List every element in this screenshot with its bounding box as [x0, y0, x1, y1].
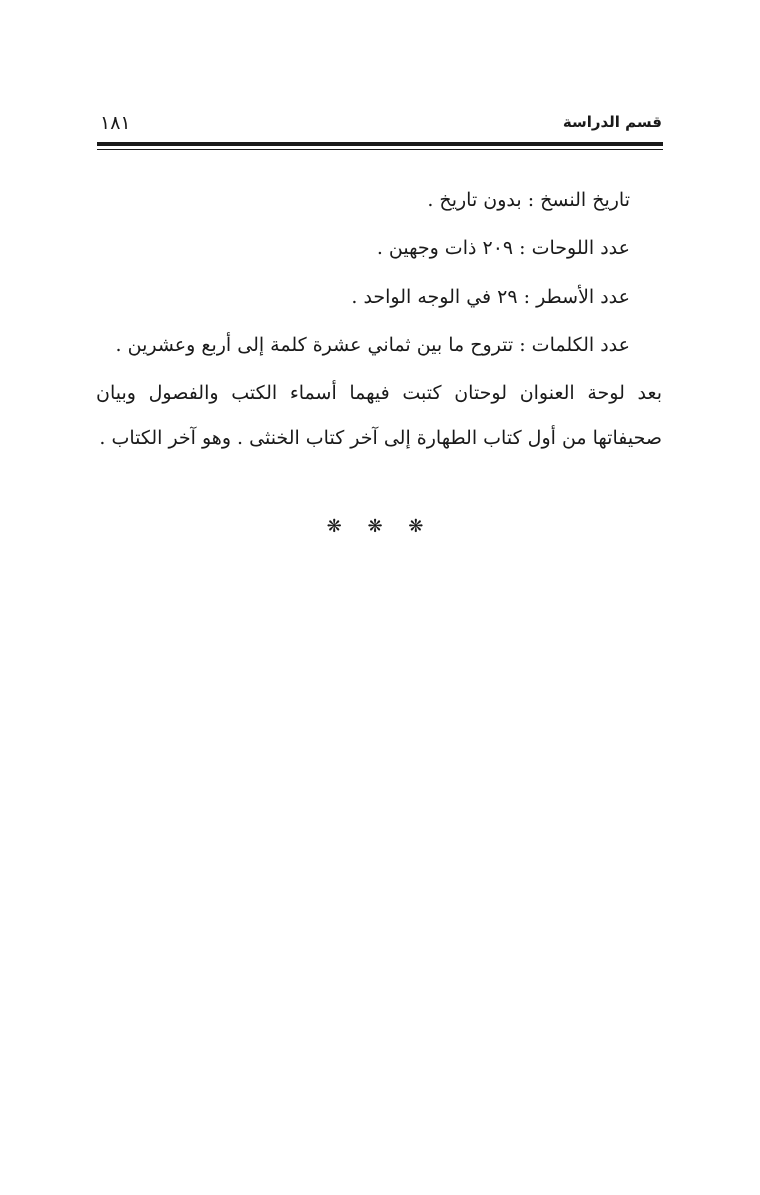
header-rule-thin: [97, 149, 663, 150]
header-rule-thick: [97, 142, 663, 146]
copy-date-line: تاريخ النسخ : بدون تاريخ .: [427, 189, 630, 211]
running-title: قسم الدراسة: [562, 113, 662, 131]
description-line-2: صحيفاتها من أول كتاب الطهارة إلى آخر كتاب الخنثى . وهو آخر الكتاب .: [99, 427, 662, 449]
page-number: ١٨١: [100, 112, 131, 134]
description-line-1: بعد لوحة العنوان لوحتان كتبت فيهما أسماء الكتب والفصول وبيان: [96, 382, 662, 404]
line-count-line: عدد الأسطر : ٢٩ في الوجه الواحد .: [351, 286, 630, 308]
word-count-line: عدد الكلمات : تتروح ما بين ثماني عشرة كلمة إلى أربع وعشرين .: [115, 334, 630, 356]
folio-count-line: عدد اللوحات : ٢٠٩ ذات وجهين .: [376, 237, 630, 259]
section-separator: ❋ ❋ ❋: [326, 516, 434, 537]
